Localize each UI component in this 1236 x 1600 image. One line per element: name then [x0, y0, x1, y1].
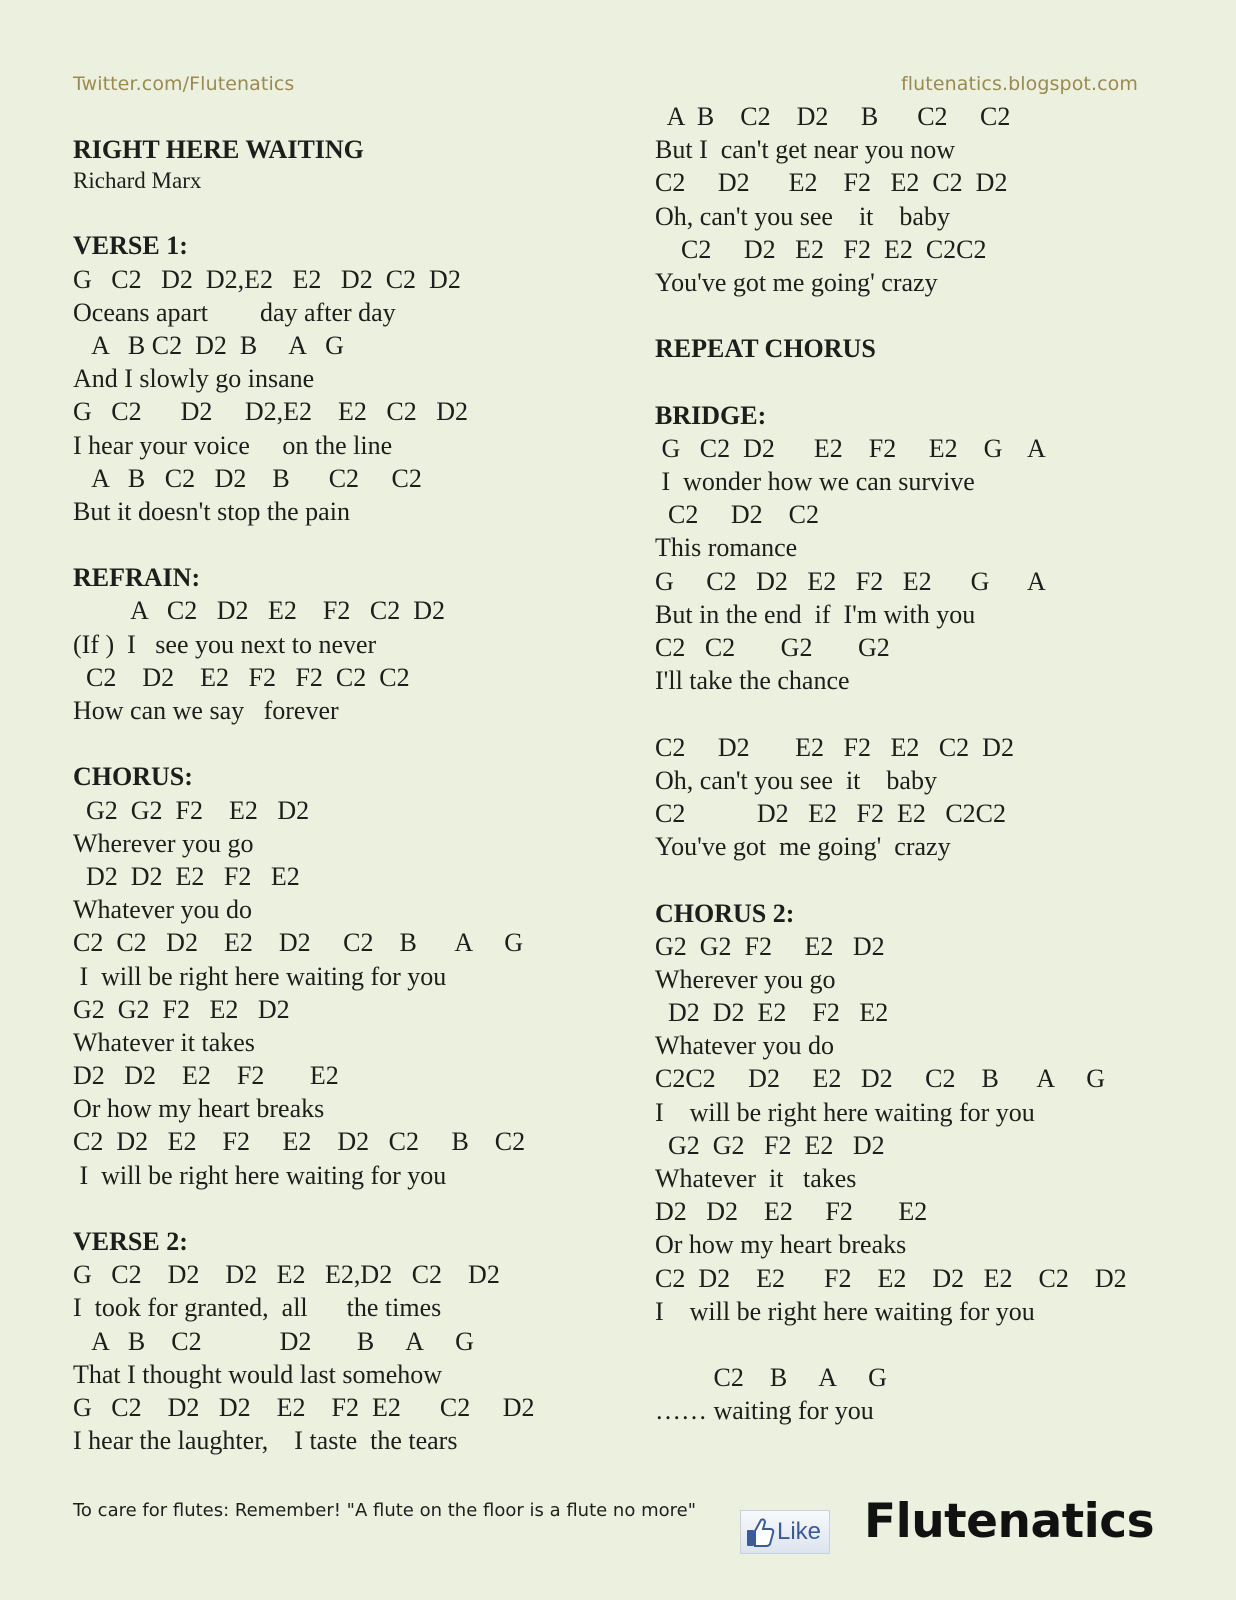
lyric-line: I hear your voice on the line	[73, 430, 393, 460]
lyric-line: G C2 D2 E2 F2 E2 G A	[655, 566, 1046, 596]
lyric-line: A B C2 D2 B C2 C2	[73, 463, 422, 493]
lyric-line: Wherever you go	[73, 828, 254, 858]
section-heading: VERSE 2:	[73, 1227, 188, 1256]
lyric-line: G2 G2 F2 E2 D2	[73, 795, 310, 825]
lyric-line: But I can't get near you now	[655, 135, 955, 165]
lyric-line: C2 B A G	[655, 1363, 887, 1393]
lyric-line: C2 D2 E2 F2 E2 C2 D2	[655, 168, 1008, 198]
lyric-line: C2 C2 G2 G2	[655, 633, 890, 662]
thumbs-up-icon	[745, 1516, 775, 1548]
lyric-line: C2C2 D2 E2 D2 C2 B A G	[655, 1064, 1105, 1094]
lyric-line: C2 D2 E2 F2 E2 D2 E2 C2 D2	[655, 1263, 1127, 1293]
lyric-line: G C2 D2 D2 E2 F2 E2 C2 D2	[73, 1392, 535, 1422]
lyric-line: C2 D2 E2 F2 E2 C2C2	[655, 798, 1007, 828]
blank-line	[655, 299, 1127, 332]
lyric-line: This romance	[655, 533, 798, 563]
section-heading: RIGHT HERE WAITING	[73, 135, 364, 164]
lyric-line: That I thought would last somehow	[73, 1359, 443, 1389]
lyric-line: Oceans apart day after day	[73, 297, 396, 327]
blank-line	[73, 528, 535, 561]
section-heading: CHORUS:	[73, 762, 193, 792]
lyric-line: Wherever you go	[655, 964, 836, 994]
lyric-line: A B C2 D2 B A G	[73, 1326, 474, 1356]
blank-line	[655, 863, 1127, 896]
section-heading: CHORUS 2:	[655, 898, 795, 928]
lyric-line: C2 D2 E2 F2 E2 D2 C2 B C2	[73, 1127, 526, 1157]
lyric-line: G2 G2 F2 E2 D2	[655, 931, 885, 961]
lyric-line: A B C2 D2 B A G	[73, 330, 344, 360]
lyric-line: I will be right here waiting for you	[73, 961, 447, 991]
lyric-line: Oh, can't you see it baby	[655, 201, 950, 231]
section-heading: REFRAIN:	[73, 563, 201, 593]
blank-line	[655, 697, 1127, 730]
right-column	[655, 100, 1127, 1428]
lyric-line: G2 G2 F2 E2 D2	[73, 994, 290, 1024]
lyric-line: A C2 D2 E2 F2 C2 D2	[73, 596, 445, 626]
blank-line	[73, 196, 535, 229]
blank-line	[655, 366, 1127, 399]
lyric-line: (If ) I see you next to never	[73, 629, 377, 659]
brand-logo-text: Flutenatics	[864, 1494, 1155, 1549]
like-label: Like	[777, 1518, 822, 1545]
lyric-line: C2 D2 E2 F2 E2 C2C2	[655, 234, 987, 264]
lyric-line: D2 D2 E2 F2 E2	[73, 861, 300, 891]
lyric-line: But in the end if I'm with you	[655, 599, 976, 629]
lyric-line: C2 D2 E2 F2 E2 C2 D2	[655, 732, 1014, 762]
lyric-line: Whatever it takes	[73, 1027, 255, 1057]
lyric-line: You've got me going' crazy	[655, 832, 951, 862]
left-column	[73, 133, 535, 1457]
twitter-link[interactable]: Twitter.com/Flutenatics	[73, 73, 295, 95]
section-heading: VERSE 1:	[73, 231, 188, 261]
lyric-line: I took for granted, all the times	[73, 1293, 442, 1323]
blank-line	[73, 1192, 535, 1225]
facebook-like-button[interactable]	[740, 1510, 830, 1554]
lyric-line: Or how my heart breaks	[655, 1230, 907, 1260]
lyric-line: I will be right here waiting for you	[655, 1097, 1035, 1127]
lyric-line: I will be right here waiting for you	[73, 1160, 447, 1190]
lyric-line: A B C2 D2 B C2 C2	[655, 102, 1011, 131]
lyric-line: D2 D2 E2 F2 E2	[73, 1061, 339, 1091]
lyric-line: I will be right here waiting for you	[655, 1296, 1035, 1326]
lyric-line: How can we say forever	[73, 696, 339, 725]
lyric-line: But it doesn't stop the pain	[73, 496, 350, 526]
flute-care-note: To care for flutes: Remember! "A flute on the floor is a flute no more"	[73, 1500, 696, 1521]
lyric-line: G C2 D2 E2 F2 E2 G A	[655, 433, 1046, 463]
lyric-line: And I slowly go insane	[73, 364, 315, 394]
section-heading: BRIDGE:	[655, 400, 767, 430]
lyric-line: C2 C2 D2 E2 D2 C2 B A G	[73, 928, 523, 958]
lyric-line: G C2 D2 D2 E2 E2,D2 C2 D2	[73, 1260, 500, 1290]
lyric-line: G C2 D2 D2,E2 E2 C2 D2	[73, 397, 469, 427]
lyric-line: Oh, can't you see it baby	[655, 765, 937, 795]
lyric-line: Whatever you do	[655, 1031, 835, 1061]
lyric-line: C2 D2 E2 F2 F2 C2 C2	[73, 662, 410, 692]
lyric-line: D2 D2 E2 F2 E2	[655, 1197, 928, 1227]
lyric-line: I'll take the chance	[655, 666, 850, 696]
lyric-line: Whatever you do	[73, 895, 253, 925]
lyric-line: I wonder how we can survive	[655, 467, 975, 497]
blank-line	[73, 727, 535, 760]
section-heading: REPEAT CHORUS	[655, 334, 876, 364]
lyric-line: …… waiting for you	[655, 1396, 874, 1426]
lyric-line: I hear the laughter, I taste the tears	[73, 1426, 458, 1456]
lyric-line: Or how my heart breaks	[73, 1094, 325, 1124]
lyric-line: G2 G2 F2 E2 D2	[655, 1130, 885, 1160]
lyric-line: You've got me going' crazy	[655, 267, 938, 297]
lyric-line: D2 D2 E2 F2 E2	[655, 998, 889, 1028]
blank-line	[655, 1328, 1127, 1361]
lyric-line: Whatever it takes	[655, 1164, 857, 1193]
lyric-line: G C2 D2 D2,E2 E2 D2 C2 D2	[73, 264, 461, 294]
lyric-line: Richard Marx	[73, 168, 202, 194]
lyric-line: C2 D2 C2	[655, 500, 819, 530]
blog-link[interactable]: flutenatics.blogspot.com	[900, 73, 1138, 95]
